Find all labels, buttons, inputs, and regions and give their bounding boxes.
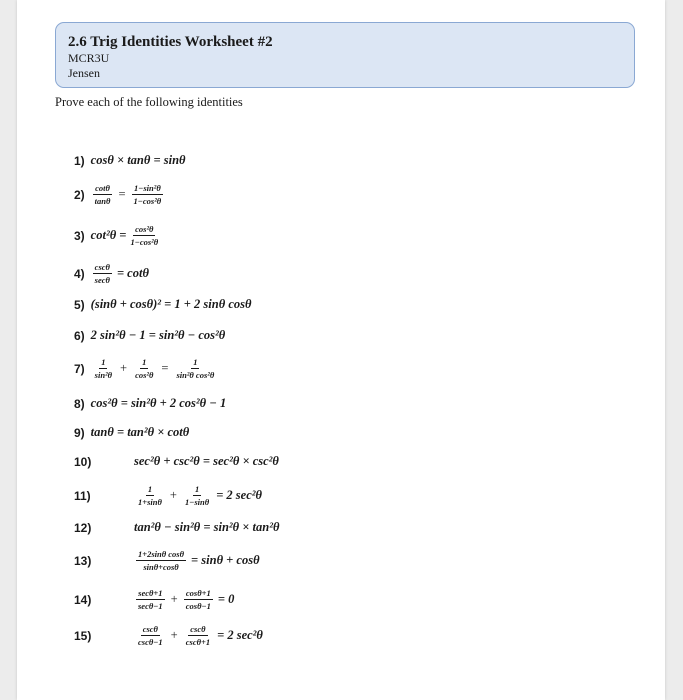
numerator: 1 (142, 357, 147, 367)
lhs-expression: cot²θ = (90, 228, 127, 242)
rhs-expression: = sinθ + cosθ (191, 553, 260, 567)
problem-4 (74, 262, 149, 285)
worksheet-title: 2.6 Trig Identities Worksheet #2 (68, 34, 273, 50)
problem-number: 10) (74, 454, 92, 469)
rhs-expression: = 0 (217, 592, 235, 606)
first-fraction (136, 588, 165, 611)
rhs-fraction (132, 183, 164, 206)
denominator: 1−sinθ (184, 497, 210, 507)
rhs-fraction (128, 224, 160, 247)
denominator: sin²θ cos²θ (176, 370, 215, 380)
problem-number: 4) (74, 266, 85, 281)
denominator: cosθ−1 (185, 601, 211, 611)
numerator: secθ+1 (138, 588, 163, 598)
header-box (55, 22, 635, 88)
problem-5 (74, 297, 251, 312)
numerator: 1 (193, 357, 198, 367)
problem-number: 7) (74, 361, 85, 376)
problem-number: 6) (74, 328, 85, 343)
problem-9 (74, 425, 189, 440)
problem-8 (74, 396, 226, 411)
problem-number: 3) (74, 228, 85, 243)
rhs-expression: = 2 sec²θ (216, 488, 263, 502)
numerator: 1 (147, 484, 153, 494)
plus-sign: + (170, 592, 178, 606)
rhs-expression: = cotθ (116, 266, 149, 280)
course-code: MCR3U (68, 51, 110, 65)
denominator: cos²θ (135, 370, 154, 380)
numerator: 1 (101, 357, 106, 367)
problem-11 (74, 484, 262, 507)
worksheet-page (17, 0, 665, 700)
problem-number: 15) (74, 628, 92, 643)
lhs-fraction (136, 549, 186, 572)
plus-sign: + (169, 488, 177, 502)
rhs-fraction (174, 357, 216, 380)
lhs-fraction (93, 183, 113, 206)
denominator: cscθ−1 (138, 637, 163, 647)
problem-12 (74, 520, 279, 535)
identity-expression: cosθ × tanθ = sinθ (90, 153, 186, 167)
problem-number: 13) (74, 553, 92, 568)
first-fraction (136, 624, 165, 647)
denominator: 1+sinθ (138, 497, 162, 507)
numerator: cotθ (95, 183, 110, 193)
numerator: cos²θ (135, 224, 154, 234)
denominator: 1−cos²θ (130, 237, 159, 247)
identity-expression: cos²θ = sin²θ + 2 cos²θ − 1 (90, 396, 227, 410)
lhs-fraction (93, 262, 112, 285)
plus-sign: + (170, 628, 178, 642)
identity-expression: tanθ = tan²θ × cotθ (90, 425, 190, 439)
problem-number: 14) (74, 592, 92, 607)
identity-expression: (sinθ + cosθ)² = 1 + 2 sinθ cosθ (90, 297, 252, 311)
problem-number: 11) (74, 488, 91, 503)
denominator: cscθ+1 (185, 637, 211, 647)
numerator: 1−sin²θ (133, 183, 161, 193)
second-fraction (133, 357, 155, 380)
numerator: 1+2sinθ cosθ (138, 549, 185, 559)
identity-expression: tan²θ − sin²θ = sin²θ × tan²θ (134, 520, 280, 534)
problem-number: 5) (74, 297, 85, 312)
first-fraction (136, 484, 164, 507)
plus-sign: + (120, 361, 128, 375)
equals-sign: = (161, 361, 169, 375)
numerator: cosθ+1 (185, 588, 211, 598)
problem-14 (74, 588, 234, 611)
numerator: 1 (194, 484, 200, 494)
instructions: Prove each of the following identities (55, 95, 243, 109)
identity-expression: sec²θ + csc²θ = sec²θ × csc²θ (134, 454, 279, 468)
denominator: secθ−1 (138, 601, 163, 611)
equals-sign: = (118, 187, 126, 201)
denominator: sinθ+cosθ (143, 562, 179, 572)
teacher-name: Jensen (68, 66, 100, 80)
numerator: cscθ (190, 624, 206, 634)
problem-6 (74, 328, 225, 343)
second-fraction (184, 588, 213, 611)
problem-3 (74, 224, 162, 247)
problem-number: 12) (74, 520, 92, 535)
denominator: sin²θ (94, 370, 113, 380)
denominator: tanθ (94, 196, 111, 206)
denominator: 1−cos²θ (133, 196, 162, 206)
problem-15 (74, 624, 263, 647)
problem-13 (74, 549, 260, 572)
denominator: secθ (94, 275, 110, 285)
identity-expression: 2 sin²θ − 1 = sin²θ − cos²θ (90, 328, 226, 342)
numerator: cscθ (94, 262, 110, 272)
problem-7 (74, 357, 218, 380)
problem-2 (74, 183, 165, 206)
problem-number: 2) (74, 187, 85, 202)
problem-10 (74, 454, 279, 469)
rhs-expression: = 2 sec²θ (217, 628, 263, 642)
problem-1 (74, 153, 186, 168)
problem-number: 9) (74, 425, 85, 440)
problem-number: 8) (74, 396, 85, 411)
problem-number: 1) (74, 153, 85, 168)
first-fraction (93, 357, 114, 380)
second-fraction (184, 624, 212, 647)
second-fraction (183, 484, 211, 507)
numerator: cscθ (142, 624, 158, 634)
